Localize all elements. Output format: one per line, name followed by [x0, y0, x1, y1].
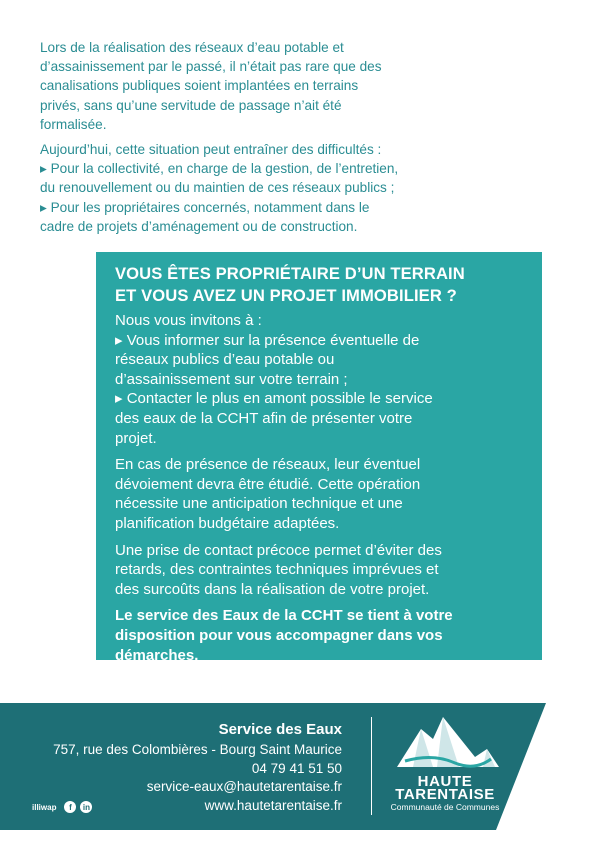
text-line: canalisations publiques soient implantées en terrains [40, 78, 359, 94]
invite-paragraph [115, 311, 510, 448]
text-line: ▸ Contacter le plus en amont possible le service [115, 390, 433, 408]
address: 757, rue des Colombières - Bourg Saint Maurice [53, 742, 342, 757]
logo-line-1: HAUTE [417, 773, 473, 790]
contact-block [53, 719, 342, 815]
text-line: des eaux de la CCHT afin de présenter votre [115, 409, 413, 427]
website-link[interactable]: www.hautetarentaise.fr [204, 797, 342, 813]
closing-paragraph [115, 606, 510, 665]
logo-wordmark [383, 775, 507, 813]
footer-divider [371, 717, 372, 815]
intro-paragraph-2 [40, 140, 464, 236]
phone-number[interactable]: 04 79 41 51 50 [251, 760, 342, 776]
text-line: réseaux publics d’eau potable ou [115, 351, 335, 369]
text-line: Une prise de contact précoce permet d’éviter des [115, 541, 442, 559]
text-line: Le service des Eaux de la CCHT se tient à votre [115, 607, 453, 625]
text-line: formalisée. [40, 116, 107, 132]
text-line: cadre de projets d’aménagement ou de construction. [40, 218, 358, 234]
text-line: ▸ Pour les propriétaires concernés, notamment dans le [40, 199, 370, 215]
info-box [96, 252, 542, 664]
contact-advice-paragraph [115, 541, 510, 600]
text-line: dévoiement devra être étudié. Cette opération [115, 475, 421, 493]
text-line: ▸ Vous informer sur la présence éventuelle de [115, 331, 420, 349]
text-line: privés, sans qu’une servitude de passage n’ait été [40, 97, 342, 113]
intro-paragraph-1 [40, 38, 464, 134]
text-line: En cas de présence de réseaux, leur éventuel [115, 456, 421, 474]
text-line: projet. [115, 429, 157, 447]
title-line: ET VOUS AVEZ UN PROJET IMMOBILIER ? [115, 286, 457, 305]
text-line: Lors de la réalisation des réseaux d’eau potable et [40, 40, 344, 55]
footer-band [0, 703, 600, 830]
text-line: d’assainissement sur votre terrain ; [115, 370, 348, 388]
info-box-title [115, 263, 510, 307]
logo-line-2: TARENTAISE [395, 786, 495, 803]
text-line: nécessite une anticipation technique et une [115, 495, 403, 513]
text-line: démarches. [115, 646, 199, 664]
network-paragraph [115, 455, 510, 533]
illiwap-logo[interactable]: illiwap [32, 802, 57, 812]
intro-text [40, 38, 464, 242]
text-line: disposition pour vous accompagner dans vos [115, 626, 443, 644]
facebook-icon[interactable]: f [64, 801, 76, 813]
linkedin-icon[interactable]: in [80, 801, 92, 813]
logo-subtitle: Communauté de Communes [390, 802, 500, 812]
text-line: retards, des contraintes techniques imprévues et [115, 561, 439, 579]
text-line: ▸ Pour la collectivité, en charge de la gestion, de l’entretien, [40, 161, 399, 177]
text-line: Nous vous invitons à : [115, 312, 262, 329]
text-line: du renouvellement ou du maintien de ces réseaux publics ; [40, 180, 395, 196]
text-line: Aujourd’hui, cette situation peut entraîner des difficultés : [40, 142, 382, 158]
text-line: planification budgétaire adaptées. [115, 514, 340, 532]
text-line: d’assainissement par le passé, il n’était pas rare que des [40, 59, 382, 75]
title-line: VOUS ÊTES PROPRIÉTAIRE D’UN TERRAIN [115, 264, 465, 283]
service-name: Service des Eaux [218, 721, 342, 738]
text-line: des surcoûts dans la réalisation de votre projet. [115, 580, 430, 598]
email-link[interactable]: service-eaux@hautetarentaise.fr [146, 779, 342, 795]
social-links [32, 800, 92, 814]
